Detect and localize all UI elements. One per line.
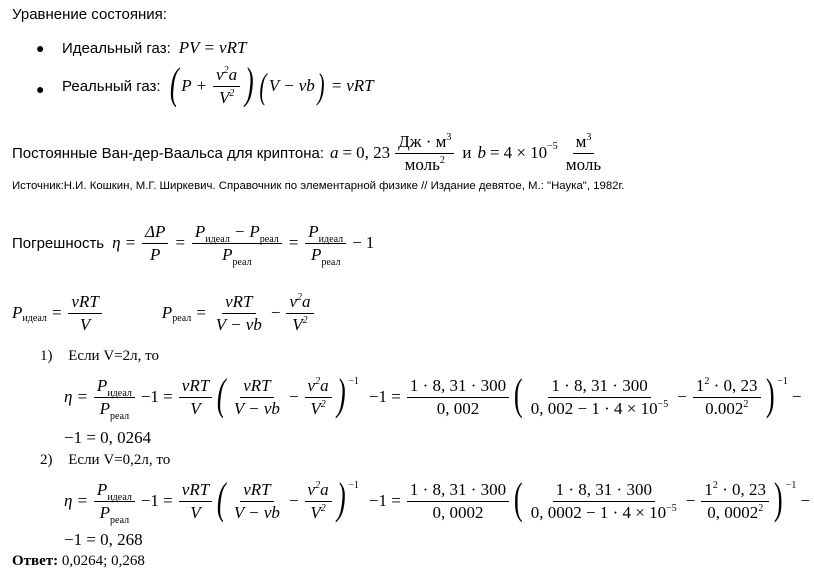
ideal-gas-equation: PV = νRT	[178, 38, 247, 57]
real-gas-label: Реальный газ:	[62, 77, 161, 95]
vdw-b-constant: b = 4 × 10 −5 $\frac{м^3}{\text{моль}}$	[477, 131, 602, 174]
page-title: Уравнение состояния:	[12, 6, 167, 23]
real-gas-line	[62, 59, 374, 110]
answer-line	[12, 553, 145, 570]
case2-header	[40, 452, 170, 469]
case1-header	[40, 348, 159, 365]
pressure-definitions	[12, 290, 316, 336]
b-unit-denominator: моль	[565, 154, 602, 174]
bullet-ideal-gas	[36, 40, 44, 58]
vdw-label: Постоянные Ван-дер-Ваальса для криптона:	[12, 144, 325, 162]
a-unit-denominator: моль	[404, 154, 440, 174]
b-unit-numerator: м	[575, 131, 587, 151]
case1-result: −1 = 0, 0264	[64, 428, 152, 447]
case2-label: Если V=0,2л, то	[68, 452, 171, 468]
case1-equation: η = $\frac{P_{идеал}}{P_{реал}}$ −1 = $\frac{\text{νRT}}{V}$ ( $\frac{\text{νRT}}{V - \nu b}$ − $\frac{\nu^2a}{V^2}$ ) −1 −1 = $\frac{1 \cdot 8, 31 \cdot 300}{0, 002}$ ( $\frac{1 \cdot 8, 31 \cdot 300}{0, 002 - 1 \cdot 4 \times 10^{-5}}$ − $\frac{1^2 \cdot 0, 23}{0.002^2}$ ) −1 −	[64, 370, 802, 422]
case2-numerator: 1 · 8, 31 · 300	[407, 480, 509, 502]
error-label: Погрешность	[12, 234, 105, 252]
ideal-gas-line	[62, 38, 246, 58]
case2-result: −1 = 0, 268	[64, 530, 143, 549]
case2-v2-denominator: 0, 0002	[707, 502, 759, 522]
case2-equation: η = $\frac{P_{идеал}}{P_{реал}}$ −1 = $\frac{\text{νRT}}{V}$ ( $\frac{\text{νRT}}{V - \nu b}$ − $\frac{\nu^2a}{V^2}$ ) −1 −1 = $\frac{1 \cdot 8, 31 \cdot 300}{0, 0002}$ ( $\frac{1 \cdot 8, 31 \cdot 300}{0, 0002 - 1 \cdot 4 \times 10^{-5}}$ − $\frac{1^2 \cdot 0, 23}{0, 0002^2}$ ) −1 −	[64, 474, 810, 526]
vdw-a-constant: a = 0, 23 $\frac{Дж \cdot м^3}{моль^2}$	[330, 132, 456, 174]
case1-vb-denominator: 0, 002 − 1 · 4 × 10	[530, 398, 658, 418]
a-value: 0, 23	[356, 143, 391, 162]
source-citation: Источник:Н.И. Кошкин, М.Г. Ширкевич. Справочник по элементарной физике // Издание девятое, М.: "Наука", 1982г.	[12, 180, 625, 192]
case1-label: Если V=2л, то	[68, 348, 159, 364]
error-line	[12, 218, 374, 268]
and-text: и	[462, 143, 472, 162]
b-exponent: −5	[547, 140, 558, 152]
case2-vb-denominator: 0, 0002 − 1 · 4 × 10	[530, 502, 667, 522]
bullet-dot: ●	[36, 42, 45, 57]
case1-numerator: 1 · 8, 31 · 300	[407, 376, 509, 398]
ideal-gas-label: Идеальный газ:	[62, 39, 171, 57]
b-value: 4 × 10	[503, 143, 548, 162]
case1-v2-denominator: 0.002	[705, 398, 744, 418]
p-real-formula: P реал = $\frac{\text{νRT}}{V - \nu b}$ − $\frac{\nu^2a}{V^2}$	[162, 292, 316, 334]
case2-marker: 2)	[40, 452, 53, 468]
case1-marker: 1)	[40, 348, 53, 364]
case1-volume: 0, 002	[436, 398, 480, 418]
bullet-real-gas	[36, 81, 44, 99]
error-formula: η = $\frac{\Delta P}{P}$ = $\frac{P_{идеал} - P_{реал}}{P_{реал}}$ = $\frac{P_{идеал}}{P_{реал}}$ − 1	[112, 221, 375, 268]
vdw-constants-line	[12, 130, 606, 176]
answer-value: 0,0264; 0,268	[61, 553, 145, 569]
a-unit-numerator: Дж · м	[398, 131, 447, 151]
case2-volume: 0, 0002	[432, 502, 484, 522]
answer-label: Ответ:	[12, 553, 59, 569]
real-gas-equation: ( P + $\frac{\nu^2a}{V^2}$ ) ( V − νb ) = νRT	[169, 59, 374, 108]
p-ideal-formula: P идеал = $\frac{\text{νRT}}{V}$	[12, 292, 104, 334]
bullet-dot: ●	[36, 83, 45, 98]
